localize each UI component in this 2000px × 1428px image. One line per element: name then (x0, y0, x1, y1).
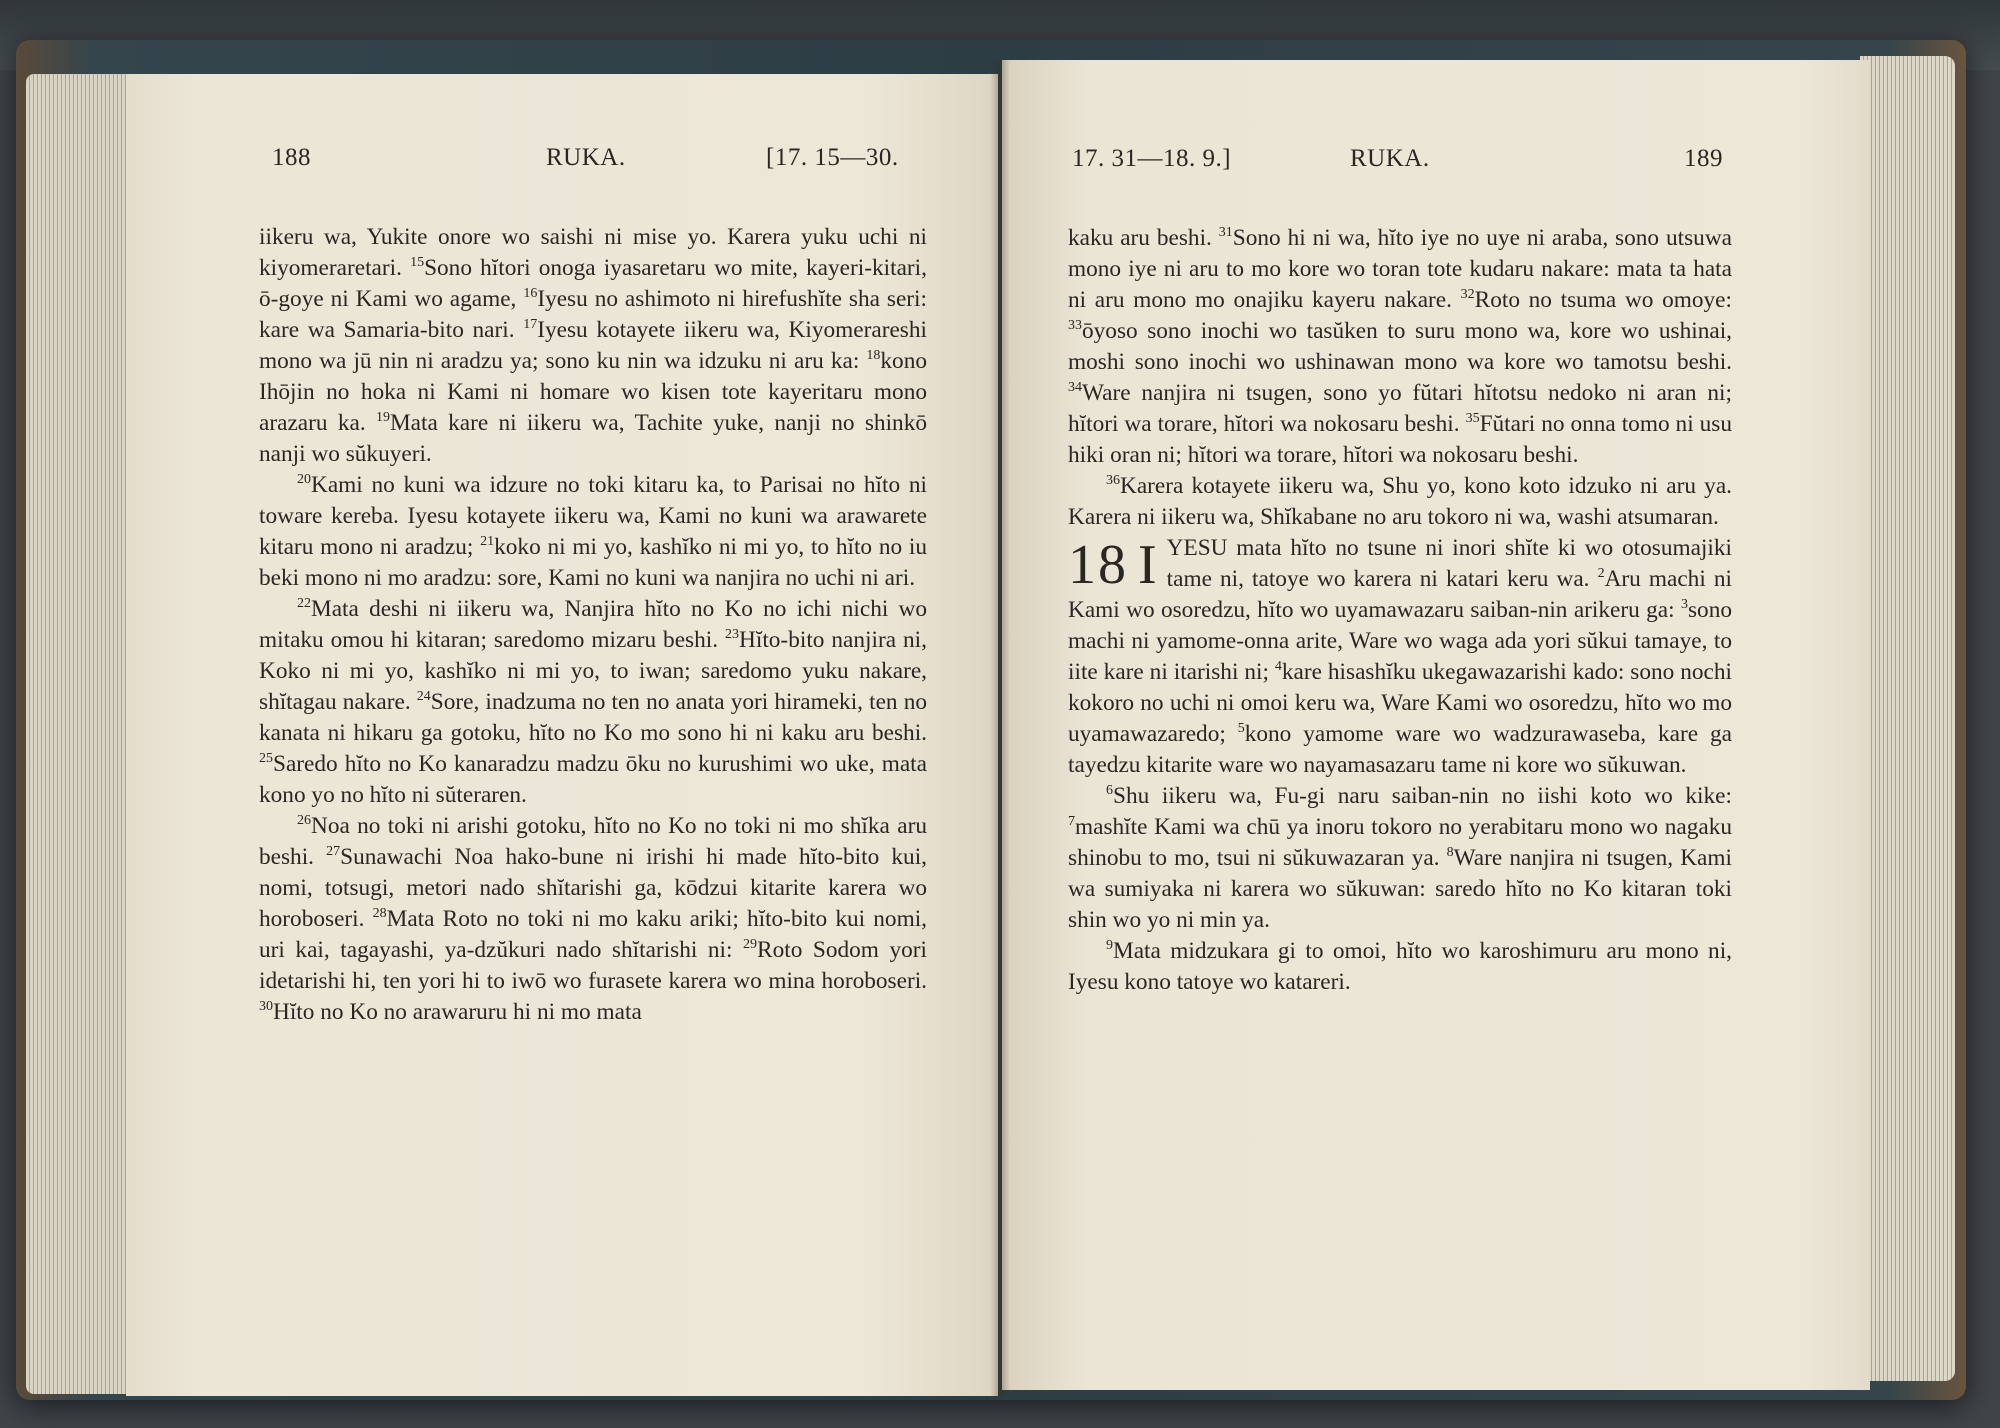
verse-text: mashĭte Kami wa chū ya inoru tokoro no yerabitaru mono wo nagaku shinobu to mo, tsui ni sŭkuwazaran ya. (1068, 814, 1732, 871)
right-running-head (1002, 145, 1870, 185)
verse-text: kono yamome ware wo wadzurawaseba, kare ga tayedzu kitarite ware wo nayamasazaru tame ni kore wo sŭkuwan. (1068, 721, 1733, 778)
verse-number: 32 (1460, 287, 1475, 303)
page-edges-left (26, 74, 136, 1394)
verse-text: sono machi ni yamome-onna arite, Ware wo waga ada yori sŭkui tamaye, to iite kare ni itarishi ni; (1068, 597, 1732, 685)
verse-text: Sore, inadzuma no ten no anata yori hirameki, ten no kanata ni hikaru ga gotoku, hĭto no Ko mo sono hi ni kaku aru beshi. (259, 689, 927, 746)
right-page-number: 189 (1684, 145, 1723, 172)
chapter-number (1068, 534, 1159, 596)
verse-number: 16 (523, 286, 538, 302)
verse-text: Ware nanjira ni tsugen, sono yo fŭtari hĭtotsu nedoko ni aran ni; hĭtori wa torare, hĭtori wa nokosaru beshi. (1068, 380, 1732, 437)
verse-text: Saredo hĭto no Ko kanaradzu madzu ōku no kurushimi wo uke, mata kono yo no hĭto ni sŭteraren. (259, 751, 927, 808)
verse-number: 30 (259, 999, 273, 1015)
chapter-first-word: YESU (1166, 535, 1228, 561)
verse-text: Sono hi ni wa, hĭto iye no uye ni araba, sono utsuwa mono iye ni aru to mo kore wo toran tote kudaru nakare: mata ta hata ni aru mono mo onajiku kayeru nakare. (1068, 225, 1732, 313)
verse-number: 22 (297, 596, 311, 612)
verse-number: 23 (725, 627, 740, 643)
verse-text: koko ni mi yo, kashĭko ni mi yo, to hĭto no iu beki mono ni mo aradzu: sore, Kami no kuni wa nanjira no uchi ni ari. (259, 534, 928, 591)
verse-number: 26 (297, 813, 311, 829)
right-page (1002, 60, 1870, 1390)
verse-text: Mata kare ni iikeru wa, Tachite yuke, nanji no shinkō nanji wo sŭkuyeri. (259, 410, 927, 467)
verse-number: 18 (866, 348, 881, 364)
verse-text: iikeru wa, Yukite onore wo saishi ni mise yo. Karera yuku uchi ni kiyomeraretari. (259, 224, 927, 281)
chapter-number-digits: 18 (1068, 534, 1128, 596)
right-page-text (1068, 223, 1732, 998)
verse-number: 6 (1106, 783, 1113, 799)
verse-number: 15 (410, 255, 425, 271)
verse-number: 5 (1237, 721, 1245, 737)
left-verse-range: [17. 15—30. (766, 144, 899, 171)
verse-text: Roto no tsuma wo omoye: (1474, 287, 1732, 313)
verse-number: 17 (523, 317, 538, 333)
page-edges-right (1860, 56, 1955, 1381)
left-page (126, 74, 998, 1396)
verse-text: Kami no kuni wa idzure no toki kitaru ka, to Parisai no hĭto ni toware kereba. Iyesu kotayete iikeru wa, Kami no kuni wa arawarete kitaru mono ni aradzu; (259, 472, 927, 560)
verse-number: 33 (1068, 318, 1082, 334)
verse-number: 9 (1106, 938, 1113, 954)
right-running-title: RUKA. (1350, 145, 1430, 172)
left-running-head (126, 144, 998, 184)
verse-number: 7 (1068, 814, 1075, 830)
verse-number: 20 (297, 472, 311, 488)
verse-text: Fŭtari no onna tomo ni usu hiki oran ni; hĭtori wa torare, hĭtori wa nokosaru beshi. (1068, 411, 1733, 468)
verse-number: 19 (375, 410, 390, 426)
verse-number: 31 (1218, 225, 1233, 241)
verse-text: kaku aru beshi. (1068, 225, 1219, 251)
paragraph (259, 811, 927, 1028)
verse-text: Sunawachi Noa hako-bune ni irishi hi made hĭto-bito kui, nomi, totsugi, metori nado shĭtarishi ga, kōdzui kitarite karera wo horoboseri. (259, 844, 928, 932)
verse-text: kare hisashĭku ukegawazarishi kado: sono nochi kokoro no uchi ni omoi keru wa, Ware Kami wo osoredzu, hĭto wo mo uyamawazaredo; (1068, 659, 1732, 747)
verse-number: 4 (1274, 659, 1282, 675)
verse-text: Iyesu kotayete iikeru wa, Kiyomerareshi mono wa jū nin ni aradzu ya; sono ku nin wa idzuku ni aru ka: (259, 317, 927, 374)
verse-text: Mata deshi ni iikeru wa, Nanjira hĭto no Ko no ichi nichi wo mitaku omou hi kitaran; saredomo mizaru beshi. (259, 596, 927, 653)
verse-text: Roto Sodom yori idetarishi hi, ten yori hi to iwō wo furasete karera wo mina horoboseri. (259, 937, 927, 994)
paragraph (1068, 936, 1732, 998)
left-page-number: 188 (272, 144, 311, 171)
paragraph (1068, 781, 1732, 936)
verse-text: Noa no toki ni arishi gotoku, hĭto no Ko no toki ni mo shĭka aru beshi. (259, 813, 927, 870)
verse-text: Shu iikeru wa, Fu-gi naru saiban-nin no iishi koto wo kike: (1113, 783, 1732, 809)
verse-text: Aru machi ni Kami wo osoredzu, hĭto wo uyamawazaru saiban-nin arikeru ga: (1068, 566, 1732, 623)
verse-text: Iyesu no ashimoto ni hirefushĭte sha seri: kare wa Samaria-bito nari. (259, 286, 927, 343)
verse-number: 8 (1446, 845, 1454, 861)
left-page-text (259, 222, 927, 1028)
verse-number: 34 (1068, 380, 1082, 396)
verse-number: 28 (372, 906, 387, 922)
verse-text: Hĭto no Ko no arawaruru hi ni mo mata (273, 999, 642, 1025)
chapter-initial: I (1138, 534, 1159, 596)
verse-number: 2 (1597, 566, 1605, 582)
verse-text: Karera kotayete iikeru wa, Shu yo, kono koto idzuko ni aru ya. Karera ni iikeru wa, Shĭkabane no aru tokoro ni wa, washi atsumaran. (1068, 473, 1732, 530)
left-running-title: RUKA. (546, 144, 626, 171)
verse-text: kono Ihōjin no hoka ni Kami ni homare wo kisen tote kayeritaru mono arazaru ka. (259, 348, 927, 436)
verse-number: 27 (326, 844, 341, 860)
verse-text: Mata midzukara gi to omoi, hĭto wo karoshimuru aru mono ni, Iyesu kono tatoye wo katareri. (1068, 938, 1732, 995)
paragraph (259, 594, 927, 811)
verse-number: 35 (1465, 411, 1480, 427)
verse-number: 29 (743, 937, 758, 953)
paragraph (259, 470, 927, 594)
paragraph (1068, 223, 1732, 471)
verse-number: 21 (480, 534, 495, 550)
verse-text: ōyoso sono inochi wo tasŭken to suru mono wa, kore wo ushinai, moshi sono inochi wo ushinawan mono wa kore wo tamotsu beshi. (1068, 318, 1732, 375)
chapter-opening-paragraph (1068, 533, 1732, 781)
verse-text: Hĭto-bito nanjira ni, Koko ni mi yo, kashĭko ni mi yo, to iwan; saredomo yuku nakare, shĭtagau nakare. (259, 627, 927, 715)
verse-number: 36 (1106, 473, 1120, 489)
paragraph (259, 222, 927, 470)
verse-number: 3 (1680, 597, 1688, 613)
verse-text: mata hĭto no tsune ni inori shĭte ki wo otosumajiki tame ni, tatoye wo karera ni katari keru wa. (1166, 535, 1732, 592)
verse-text: Ware nanjira ni tsugen, Kami wa sumiyaka ni karera wo sŭkuwan: saredo hĭto no Ko kitaran toki shin wo yo ni min ya. (1068, 845, 1732, 933)
verse-text: Sono hĭtori onoga iyasaretaru wo mite, kayeri-kitari, ō-goye ni Kami wo agame, (259, 255, 927, 312)
verse-number: 24 (416, 689, 431, 705)
gutter-shadow (990, 60, 1010, 1396)
paragraph (1068, 471, 1732, 533)
right-verse-range: 17. 31—18. 9.] (1072, 145, 1232, 172)
verse-number: 25 (259, 751, 273, 767)
verse-text: Mata Roto no toki ni mo kaku ariki; hĭto-bito kui nomi, uri kai, tagayashi, ya-dzŭkuri nado shĭtarishi ni: (259, 906, 927, 963)
